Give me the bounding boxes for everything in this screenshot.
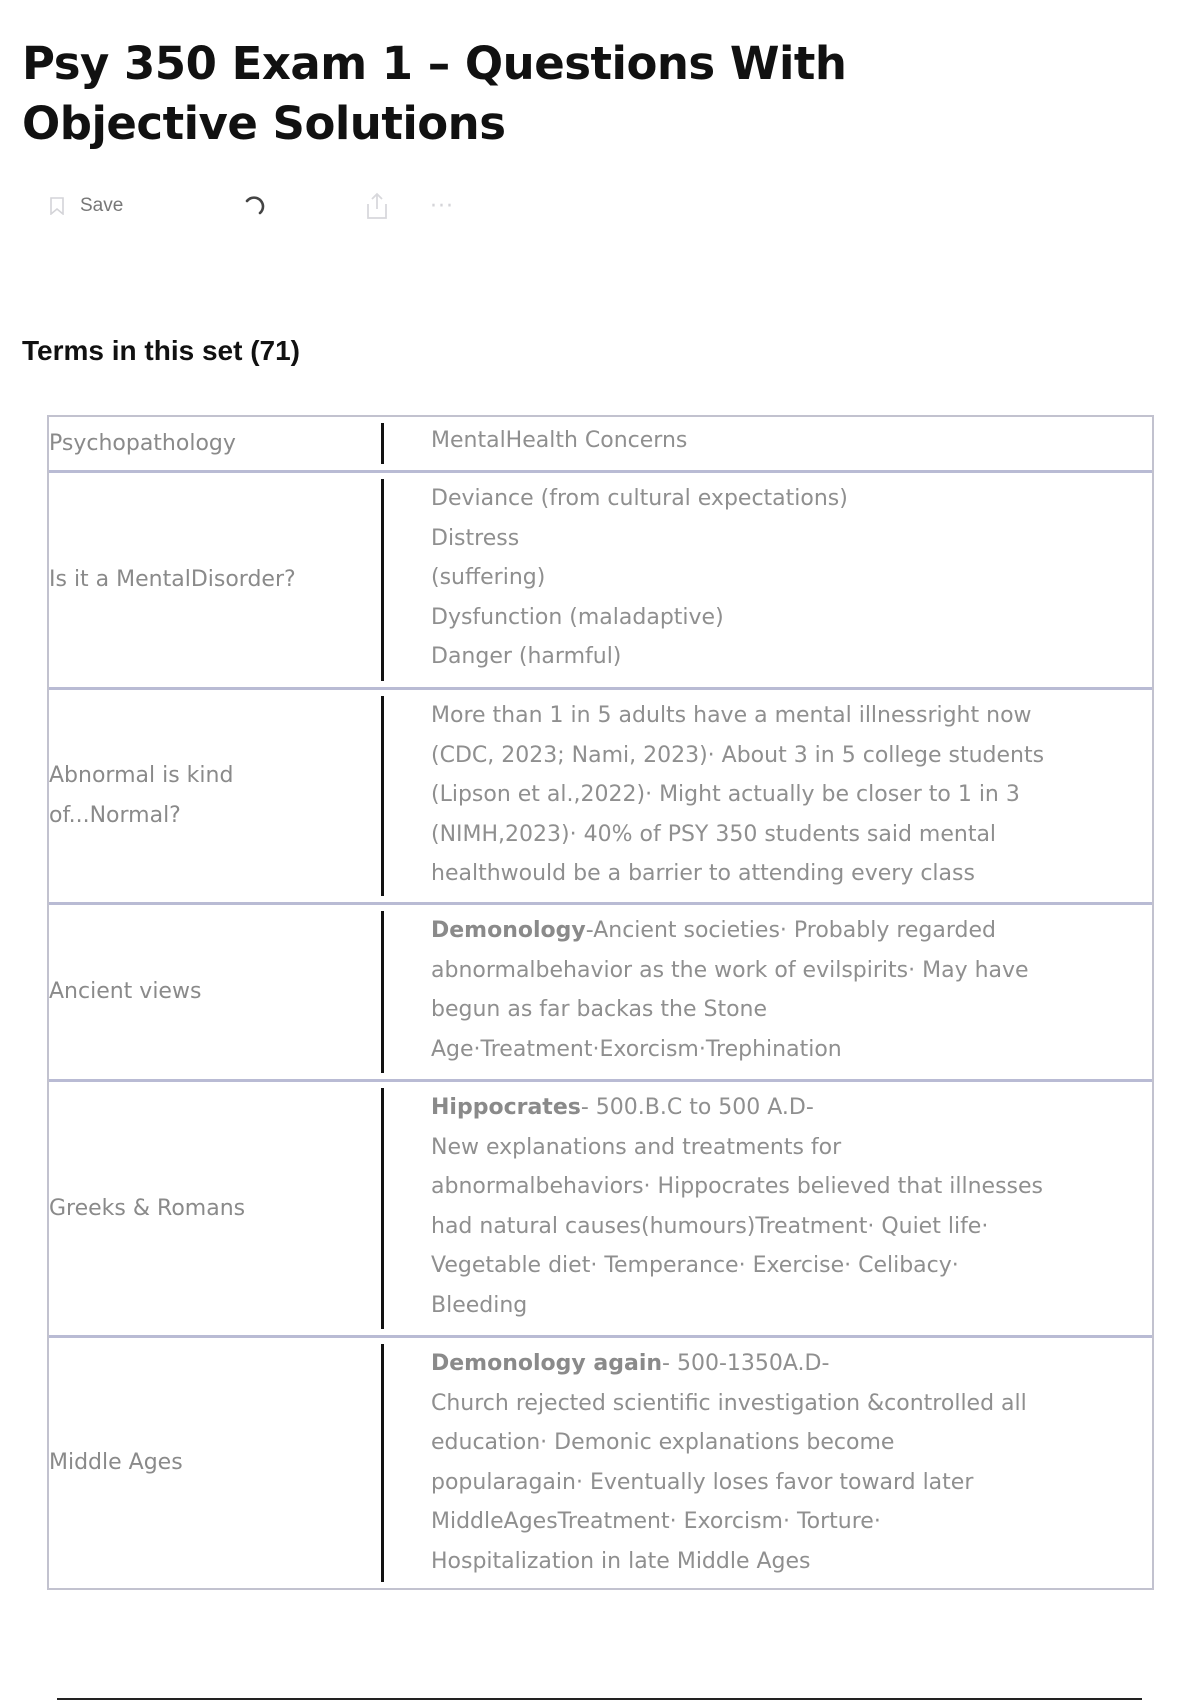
term-label: Is it a MentalDisorder? [49, 567, 296, 592]
definition-lead: Demonology again [431, 1351, 663, 1376]
definition-line-text: abnormalbehaviors· Hippocrates believed that illnesses [431, 1174, 1044, 1199]
definition-line [431, 1246, 1132, 1286]
term-row[interactable] [49, 470, 1152, 687]
definition-line-text: Hospitalization in late Middle Ages [431, 1548, 811, 1574]
term-label: Ancient views [49, 979, 202, 1004]
definition-line-text: (CDC, 2023; Nami, 2023)· About 3 in 5 college students [431, 742, 1045, 768]
definition-line [431, 911, 1132, 951]
definition-line [431, 598, 1132, 638]
definition-line-text: (Lipson et al.,2022)· Might actually be closer to 1 in 3 [431, 782, 1020, 807]
definition-text [384, 905, 1152, 1079]
definition-line-text: Age·Treatment·Exorcism·Trephination [431, 1036, 842, 1062]
definition-line-text: (NIMH,2023)· 40% of PSY 350 students said mental [431, 821, 997, 847]
definition-line-text: MiddleAgesTreatment· Exorcism· Torture· [431, 1509, 881, 1534]
share-icon[interactable] [365, 190, 395, 222]
definition-text [384, 1338, 1152, 1588]
definition-line-text: More than 1 in 5 adults have a mental illnessright now [431, 703, 1032, 728]
definition-line [431, 775, 1132, 815]
definition-line-text: New explanations and treatments for [431, 1134, 842, 1160]
definition-line-text: abnormalbehavior as the work of evilspirits· May have [431, 957, 1029, 983]
definition-line [431, 990, 1132, 1030]
definition-line [431, 736, 1132, 776]
definition-line [431, 637, 1132, 677]
term-text [49, 690, 381, 902]
definition-line [431, 479, 1132, 519]
definition-line-text: healthwould be a barrier to attending every class [431, 861, 975, 886]
definition-text [384, 417, 1152, 470]
term-row[interactable] [49, 902, 1152, 1079]
term-text [49, 1082, 381, 1335]
definition-line [431, 1463, 1132, 1503]
definition-line-text: Dysfunction (maladaptive) [431, 604, 724, 630]
definition-line [431, 815, 1132, 855]
term-text [49, 417, 381, 470]
definition-line-text: had natural causes(humours)Treatment· Quiet life· [431, 1213, 989, 1239]
definition-line-text: Danger (harmful) [431, 644, 622, 669]
toolbar [50, 190, 510, 222]
definition-line-text: -Ancient societies· Probably regarded [585, 918, 996, 943]
definition-line-text: Church rejected scientific investigation &controlled all [431, 1390, 1027, 1416]
definition-line [431, 1502, 1132, 1542]
definition-line [431, 1167, 1132, 1207]
definition-line [431, 696, 1132, 736]
definition-line [431, 951, 1132, 991]
term-text [49, 473, 381, 687]
term-row[interactable] [49, 687, 1152, 902]
page-title: Psy 350 Exam 1 – Questions With Objective Solutions [22, 37, 847, 151]
definition-line-text: popularagain· Eventually loses favor toward later [431, 1469, 974, 1495]
definition-line-text: - 500.B.C to 500 A.D- [580, 1095, 814, 1120]
term-label: Greeks & Romans [49, 1195, 246, 1221]
definition-line-text: Deviance (from cultural expectations) [431, 486, 848, 511]
definition-line [431, 1423, 1132, 1463]
terms-table [47, 415, 1154, 1590]
term-label: Abnormal is kind of...Normal? [49, 763, 234, 828]
definition-line [431, 421, 1132, 461]
term-row[interactable] [49, 1335, 1152, 1588]
definition-line-text: - 500-1350A.D- [662, 1351, 830, 1376]
term-row[interactable] [49, 1079, 1152, 1335]
bookmark-icon [50, 197, 64, 215]
definition-text [384, 1082, 1152, 1335]
definition-line [431, 1344, 1132, 1384]
term-label: Middle Ages [49, 1450, 183, 1475]
definition-line [431, 854, 1132, 894]
definition-line [431, 1542, 1132, 1582]
definition-line-text: (suffering) [431, 565, 546, 590]
definition-line [431, 1128, 1132, 1168]
loading-spinner-icon [242, 190, 272, 222]
definition-line [431, 1030, 1132, 1070]
definition-line-text: Bleeding [431, 1292, 528, 1318]
term-text [49, 1338, 381, 1588]
definition-line [431, 558, 1132, 598]
definition-line-text: MentalHealth Concerns [431, 428, 688, 453]
term-row[interactable] [49, 417, 1152, 470]
save-label: Save [80, 195, 124, 216]
definition-line-text: education· Demonic explanations become [431, 1430, 895, 1455]
definition-line-text: begun as far backas the Stone [431, 997, 768, 1022]
definition-lead: Demonology [431, 918, 586, 943]
definition-line [431, 1088, 1132, 1128]
definition-line [431, 1207, 1132, 1247]
definition-line-text: Vegetable diet· Temperance· Exercise· Celibacy· [431, 1253, 959, 1278]
definition-line [431, 519, 1132, 559]
definition-lead: Hippocrates [431, 1095, 581, 1120]
definition-line [431, 1286, 1132, 1326]
terms-heading: Terms in this set (71) [22, 335, 301, 367]
save-button[interactable] [50, 190, 150, 222]
definition-line [431, 1384, 1132, 1424]
definition-line-text: Distress [431, 525, 520, 551]
term-text [49, 905, 381, 1079]
definition-text [384, 473, 1152, 687]
more-options-icon[interactable]: ··· [430, 193, 454, 219]
term-label: Psychopathology [49, 430, 236, 456]
definition-text [384, 690, 1152, 902]
